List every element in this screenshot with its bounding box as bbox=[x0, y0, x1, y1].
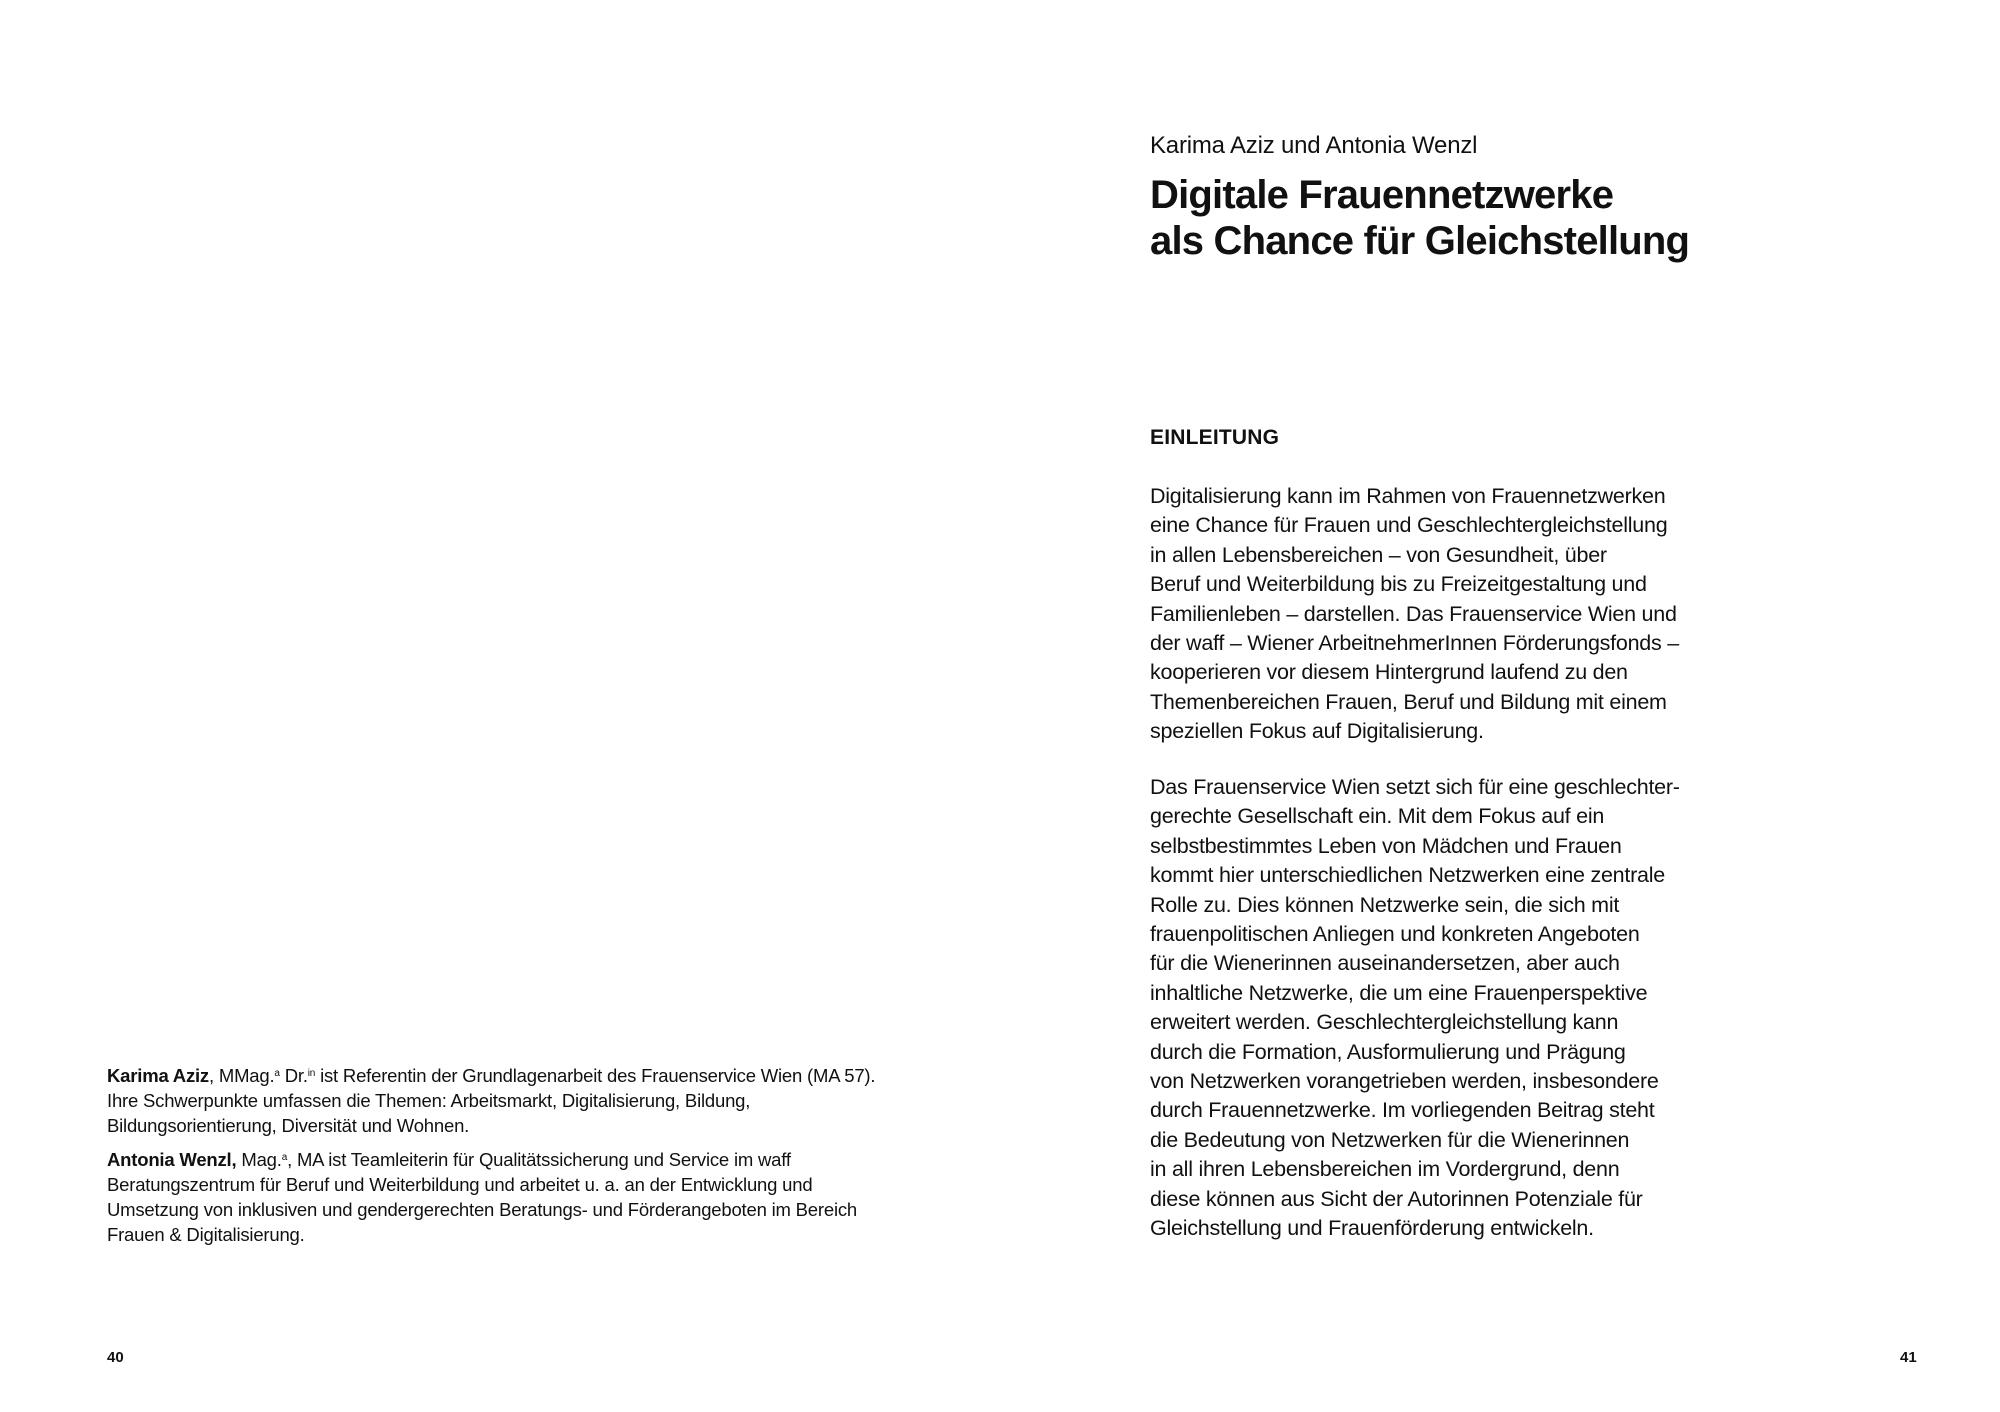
text-line: gerechte Gesellschaft ein. Mit dem Fokus auf ein bbox=[1150, 804, 1605, 829]
text-line: kommt hier unterschiedlichen Netzwerken eine zentrale bbox=[1150, 863, 1665, 888]
text-line: Rolle zu. Dies können Netzwerke sein, die sich mit bbox=[1150, 892, 1620, 917]
text-line: Beruf und Weiterbildung bis zu Freizeitgestaltung und bbox=[1150, 572, 1647, 597]
bio-text: , MA ist Teamleiterin für Qualitätssicherung und Service im waff Beratungszentrum für Beruf und Weiterbildung und arbeitet u. a. an der Entwicklung und Umsetzung von inklusiven und gendergerechten Beratungs- und Förderangeboten im Bereich Frauen & Digitalisierung. bbox=[107, 1149, 857, 1245]
body-paragraph-2 bbox=[1150, 773, 1750, 1244]
bio-karima-aziz: Karima Aziz, MMag.$^a$ Dr.$^{in}$ ist Referentin der Grundlagenarbeit des Frauenservice Wien (MA 57). Ihre Schwerpunkte umfassen die Themen: Arbeitsmarkt, Digitalisierung, Bildung, Bildungsorientierung, Diversität und Wohnen. bbox=[107, 1065, 876, 1136]
text-line: speziellen Fokus auf Digitalisierung. bbox=[1150, 719, 1484, 744]
bio-antonia-wenzl: Antonia Wenzl, Mag.$^a$, MA ist Teamleiterin für Qualitätssicherung und Service im waff Beratungszentrum für Beruf und Weiterbildung und arbeitet u. a. an der Entwicklung und Umsetzung von inklusiven und gendergerechten Beratungs- und Förderangeboten im Bereich Frauen & Digitalisierung. bbox=[107, 1149, 857, 1245]
text-line: Das Frauenservice Wien setzt sich für eine geschlechter- bbox=[1150, 775, 1680, 799]
text-line: Gleichstellung und Frauenförderung entwickeln. bbox=[1150, 1216, 1594, 1241]
article-authors: Karima Aziz und Antonia Wenzl bbox=[1150, 132, 1478, 159]
text-line: durch die Formation, Ausformulierung und Prägung bbox=[1150, 1039, 1626, 1064]
text-line: von Netzwerken vorangetrieben werden, insbesondere bbox=[1150, 1069, 1659, 1094]
text-line: selbstbestimmtes Leben von Mädchen und Frauen bbox=[1150, 833, 1622, 858]
page-number-left: 40 bbox=[107, 1349, 124, 1366]
title-line: Digitale Frauennetzwerke bbox=[1150, 173, 1614, 217]
text-line: frauenpolitischen Anliegen und konkreten Angeboten bbox=[1150, 922, 1640, 947]
bio-name: Antonia Wenzl, bbox=[107, 1149, 237, 1170]
text-line: Familienleben – darstellen. Das Frauenservice Wien und bbox=[1150, 601, 1677, 626]
page-number-right: 41 bbox=[1900, 1349, 1917, 1366]
text-line: Digitalisierung kann im Rahmen von Frauennetzwerken bbox=[1150, 484, 1666, 508]
title-line: als Chance für Gleichstellung bbox=[1150, 219, 1690, 263]
text-line: Themenbereichen Frauen, Beruf und Bildung mit einem bbox=[1150, 689, 1667, 714]
text-line: der waff – Wiener ArbeitnehmerInnen Förderungsfonds – bbox=[1150, 631, 1679, 656]
text-line: für die Wienerinnen auseinandersetzen, aber auch bbox=[1150, 951, 1620, 976]
text-line: eine Chance für Frauen und Geschlechtergleichstellung bbox=[1150, 513, 1668, 538]
bio-name: Karima Aziz bbox=[107, 1065, 209, 1086]
text-line: diese können aus Sicht der Autorinnen Potenziale für bbox=[1150, 1186, 1643, 1211]
text-line: in all ihren Lebensbereichen im Vordergrund, denn bbox=[1150, 1157, 1620, 1182]
bio-text: ist Referentin der Grundlagenarbeit des Frauenservice Wien (MA 57). Ihre Schwerpunkte umfassen die Themen: Arbeitsmarkt, Digitalisierung, Bildung, Bildungsorientierung, Diversität und Wohnen. bbox=[107, 1065, 876, 1136]
text-line: erweitert werden. Geschlechtergleichstellung kann bbox=[1150, 1010, 1619, 1035]
text-line: kooperieren vor diesem Hintergrund laufend zu den bbox=[1150, 660, 1628, 685]
section-heading: EINLEITUNG bbox=[1150, 426, 1280, 449]
body-paragraph-1 bbox=[1150, 482, 1750, 747]
article-title bbox=[1150, 172, 1770, 264]
text-line: inhaltliche Netzwerke, die um eine Frauenperspektive bbox=[1150, 980, 1648, 1005]
author-bios bbox=[107, 1063, 897, 1256]
text-line: durch Frauennetzwerke. Im vorliegenden Beitrag steht bbox=[1150, 1098, 1655, 1123]
text-line: die Bedeutung von Netzwerken für die Wienerinnen bbox=[1150, 1127, 1630, 1152]
text-line: in allen Lebensbereichen – von Gesundheit, über bbox=[1150, 542, 1607, 567]
